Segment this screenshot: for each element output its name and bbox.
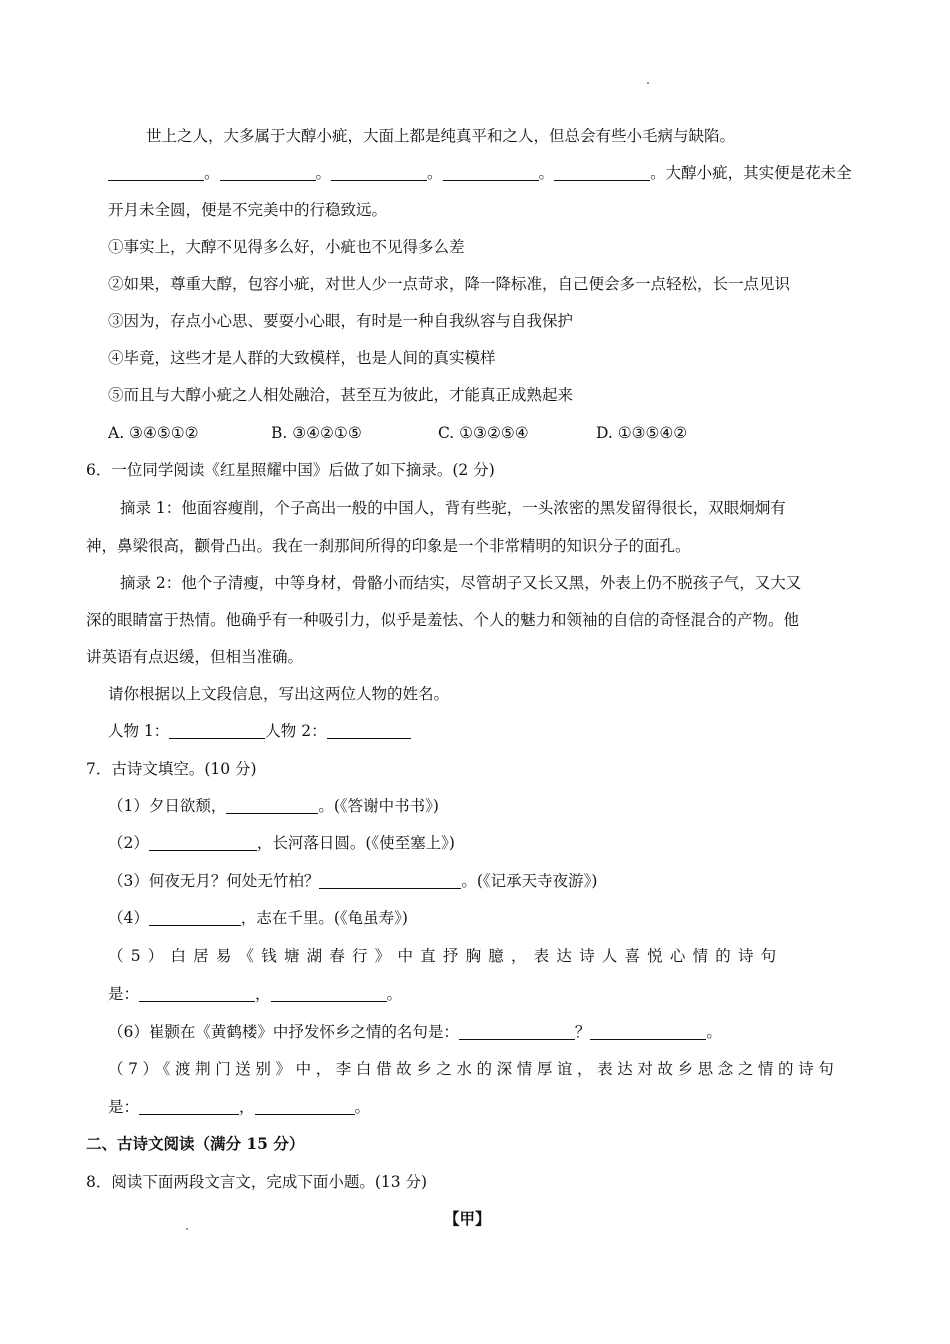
blank[interactable]: [443, 164, 539, 181]
blank[interactable]: [271, 985, 387, 1002]
q8-title: 8．阅读下面两段文言文，完成下面小题。(13 分): [86, 1173, 428, 1191]
q6-excerpt2-line3: 讲英语有点迟缓，但相当准确。: [86, 648, 304, 666]
q7-title: 7．古诗文填空。(10 分): [86, 760, 257, 778]
blank[interactable]: [554, 164, 650, 181]
q5-intro: 世上之人，大多属于大醇小疵，大面上都是纯真平和之人，但总会有些小毛病与缺陷。: [146, 127, 736, 145]
q5-item-3: ③因为，存点小心思、要耍小心眼，有时是一种自我纵容与自我保护: [108, 312, 574, 330]
blank[interactable]: [226, 797, 318, 814]
passage-jia-label: 【甲】: [444, 1209, 491, 1228]
q6-prompt: 请你根据以上文段信息，写出这两位人物的姓名。: [108, 685, 450, 703]
person1-blank[interactable]: [169, 722, 265, 739]
q5-item-1: ①事实上，大醇不见得多么好，小疵也不见得多么差: [108, 238, 465, 256]
blank[interactable]: [319, 872, 461, 889]
blank[interactable]: [459, 1023, 575, 1040]
q5-option-d[interactable]: D. ①③⑤④②: [596, 424, 688, 442]
scan-dot: [186, 1228, 188, 1230]
blank[interactable]: [255, 1098, 355, 1115]
q5-blanks-line: 。 。 。 。 。大醇小疵，其实便是花未全: [108, 162, 852, 184]
q6-excerpt1-line1: 摘录 1：他面容瘦削，个子高出一般的中国人，背有些驼，一头浓密的黑发留得很长，双眼炯炯有: [120, 499, 786, 517]
q6-excerpt2-line1: 摘录 2：他个子清瘦，中等身材，骨骼小而结实，尽管胡子又长又黑，外表上仍不脱孩子气，又大又: [120, 574, 802, 592]
q7-sub-5-line1: （5）白居易《钱塘湖春行》中直抒胸臆，表达诗人喜悦心情的诗句: [108, 947, 784, 965]
blank[interactable]: [139, 985, 255, 1002]
blank[interactable]: [149, 834, 257, 851]
blank[interactable]: [590, 1023, 706, 1040]
scan-dot: [647, 82, 649, 84]
q7-sub-2: （2） ，长河落日圆。(《使至塞上》): [108, 834, 455, 852]
q5-item-4: ④毕竟，这些才是人群的大致模样，也是人间的真实模样: [108, 349, 496, 367]
q5-tail: 开月未全圆，便是不完美中的行稳致远。: [108, 201, 388, 219]
q5-item-2: ②如果，尊重大醇，包容小疵，对世人少一点苛求，降一降标准，自己便会多一点轻松，长一点见识: [108, 275, 791, 293]
q7-sub-4: （4） ，志在千里。(《龟虽寿》): [108, 909, 408, 927]
section2-heading: 二、古诗文阅读（满分 15 分）: [86, 1134, 305, 1153]
blank[interactable]: [331, 164, 427, 181]
q6-excerpt1-line2: 神，鼻梁很高，颧骨凸出。我在一刹那间所得的印象是一个非常精明的知识分子的面孔。: [86, 537, 691, 555]
q6-excerpt2-line2: 深的眼睛富于热情。他确乎有一种吸引力，似乎是羞怯、个人的魅力和领袖的自信的奇怪混合的产物。他: [86, 611, 800, 629]
q7-sub-6: （6）崔颢在《黄鹤楼》中抒发怀乡之情的名句是： ？ 。: [108, 1023, 722, 1041]
q5-option-c[interactable]: C. ①③②⑤④: [438, 424, 529, 442]
person2-blank[interactable]: [327, 722, 411, 739]
q7-sub-5-line2: 是： ， 。: [108, 985, 403, 1003]
q5-option-a[interactable]: A. ③④⑤①②: [108, 424, 199, 442]
q6-answer-line: 人物 1： 人物 2：: [108, 720, 411, 742]
q6-title: 6．一位同学阅读《红星照耀中国》后做了如下摘录。(2 分): [86, 461, 495, 479]
q7-sub-7-line2: 是： ， 。: [108, 1098, 371, 1116]
q5-item-5: ⑤而且与大醇小疵之人相处融洽，甚至互为彼此，才能真正成熟起来: [108, 386, 574, 404]
blank[interactable]: [149, 909, 241, 926]
q5-option-b[interactable]: B. ③④②①⑤: [271, 424, 362, 442]
blank[interactable]: [139, 1098, 239, 1115]
q7-sub-7-line1: （7）《渡荆门送别》中，李白借故乡之水的深情厚谊，表达对故乡思念之情的诗句: [108, 1060, 839, 1078]
blank[interactable]: [108, 164, 204, 181]
q7-sub-1: （1）夕日欲颓， 。(《答谢中书书》): [108, 797, 439, 815]
q7-sub-3: （3）何夜无月？何处无竹柏？ 。(《记承天寺夜游》): [108, 872, 598, 890]
blank[interactable]: [220, 164, 316, 181]
